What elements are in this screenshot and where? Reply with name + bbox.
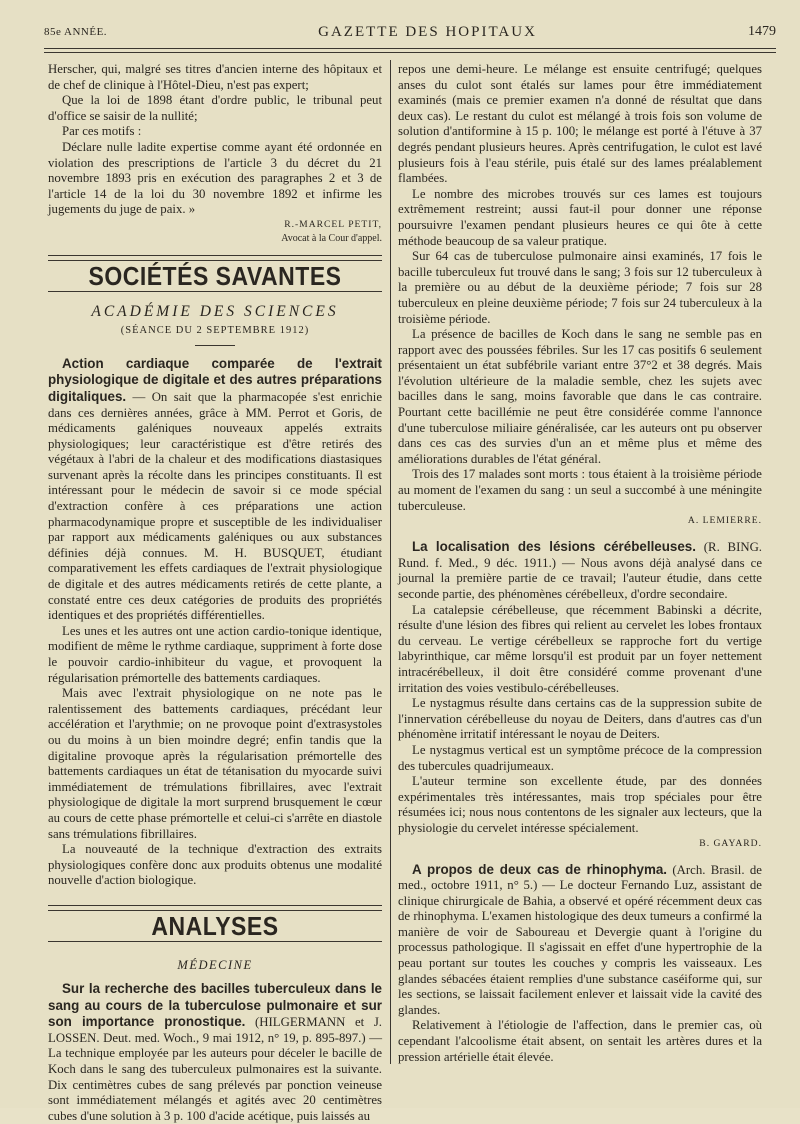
- header-year: 85e ANNÉE.: [44, 26, 108, 38]
- paragraph: Par ces motifs :: [62, 124, 142, 139]
- medecine-heading: MÉDECINE: [177, 957, 253, 972]
- paragraph: Déclare nulle ladite expertise comme ayant été ordonnée en violation des prescriptions de l'article 3 du décret du 21 novembre 1893 pris en exécution des paragraphes 2 et 3 de l'article 14 de la loi du 30 novembre 1892 et infirme les jugements du juge de paix. »: [48, 139, 382, 217]
- paragraph: Les unes et les autres ont une action cardio-tonique identique, modifient de même le rythme cardiaque, suppriment à forte dose le pouvoir cardio-inhibiteur du vague, et provoquent la régularisation prémortelle des battements cardiaques.: [48, 623, 382, 685]
- left-column: [48, 62, 382, 1124]
- paragraph: Mais avec l'extrait physiologique on ne note pas le ralentissement des battements cardiaques, précédant leur accélération et l'arythmie; on ne provoque point d'extrasystoles ou du moins à un bien moindre degré; enfin tandis que la digitaline provoque après la régularisation prémortelle des battements cardiaques un état de tétanisation du myocarde suivi immédiatement de trémulations fibrillaires, avec l'extrait physiologique de digitale la mort surprend brusquement le cœur au cours de cette phase prémortelle et celui-ci s'arrête en diastole sans trémulations fibrillaires.: [48, 686, 382, 841]
- header-title: GAZETTE DES HOPITAUX: [318, 23, 537, 40]
- right-column: [398, 62, 762, 1065]
- running-header: [44, 18, 776, 46]
- article-title: Action cardiaque comparée de l'extrait physiologique de digitale et des autres préparations digitaliques.: [48, 355, 382, 404]
- paragraph: repos une demi-heure. Le mélange est ensuite centrifugé; quelques anses du culot sont étalés sur lames pour être immédiatement examinés (mais ce premier examen n'a donné de résultat que dans deux cas). Le restant du culot est mélangé à trois fois son volume de solution d'antiformine à 15 p. 100; le mélange est porté à l'étuve à 37 degrés pendant plusieurs heures. Après centrifugation, le culot est lavé plusieurs fois à l'eau stérile, puis étalé sur des lames préalablement flambées.: [398, 62, 762, 186]
- section-underline: [48, 291, 382, 292]
- paragraph: L'auteur termine son excellente étude, par des données expérimentales très intéressantes, mais trop spéciales pour être résumées ici; nous nous contentons de les signaler aux lecteurs, que la physiologie du cervelet intéresse spécialement.: [398, 774, 762, 835]
- seance-date: (SÉANCE DU 2 SEPTEMBRE 1912): [120, 325, 310, 337]
- article-title: La localisation des lésions cérébelleuses.: [412, 539, 696, 555]
- paragraph: Que la loi de 1898 étant d'ordre public, le tribunal peut d'office se saisir de la nullité;: [48, 93, 382, 123]
- section-rule: [48, 255, 382, 261]
- paragraph: (R. BING. Rund. f. Med., 9 déc. 1911.) — Nous avons déjà analysé dans ce journal la première partie de ce travail; l'auteur étudie, dans cette seconde partie, des phénomènes cérébelleux, d'ordre secondaire.: [398, 540, 763, 601]
- article-title: Sur la recherche des bacilles tuberculeux dans le sang au cours de la tuberculose pulmonaire et sur son importance pronostique.: [48, 981, 382, 1030]
- paragraph: (HILGERMANN et J. LOSSEN. Deut. med. Woch., 9 mai 1912, n° 19, p. 895-897.) — La technique employée par les auteurs pour déceler le bacille de Koch dans le sang des tuberculeux pulmonaires est la suivante. Dix centimètres cubes de sang prélevés par ponction veineuse sont immédiatement mélangés et agités avec 20 centimètres cubes d'une solution à 3 p. 100 d'acide acétique, puis laissés au: [48, 1015, 382, 1123]
- section-title-societes: SOCIÉTÉS SAVANTES: [88, 261, 342, 291]
- paragraph: Le nystagmus vertical est un symptôme précoce de la compression des tubercules quadrijumeaux.: [398, 742, 762, 773]
- signature: A. LEMIERRE.: [687, 515, 762, 527]
- article-title: A propos de deux cas de rhinophyma.: [412, 861, 668, 877]
- paragraph: Sur 64 cas de tuberculose pulmonaire ainsi examinés, 17 fois le bacille tuberculeux fut trouvé dans le sang; 3 fois sur 12 tuberculeux à la première ou au début de la deuxième période; 7 fois sur 28 tuberculeux en pleine deuxième période; 7 fois sur 24 tuberculeux à la troisième période.: [398, 249, 762, 326]
- section-rule: [48, 905, 382, 911]
- signature-name: R.-MARCEL PETIT,: [284, 218, 382, 230]
- section-title-analyses: ANALYSES: [151, 911, 279, 941]
- paragraph: Relativement à l'étiologie de l'affection, dans le premier cas, où cependant l'alcoolisme était absent, on sentait les artères dures et la pression artérielle était élevée.: [398, 1018, 762, 1064]
- section-underline: [48, 941, 382, 942]
- paragraph: Herscher, qui, malgré ses titres d'ancien interne des hôpitaux et de chef de clinique à l'Hôtel-Dieu, n'est pas expert;: [48, 62, 382, 92]
- paragraph: — On sait que la pharmacopée s'est enrichie dans ces dernières années, grâce à MM. Perrot et Goris, de médicaments galéniques nouveaux appelés extraits physiologiques; leur caractéristique est d'être retirés des végétaux à l'abri de la chaleur et des modifications diastasiques survenant après la récolte dans les principes constituants. Il est intéressant pour le médecin de savoir si ce mode spécial d'extraction confère à ces préparations une action pharmacodynamique propre et susceptible de les individualiser par rapport aux médicaments galéniques ou aux substances définies déjà connues. M. H. BUSQUET, étudiant comparativement les effets cardiaques de l'extrait physiologique de digitale et des autres médicaments retirés de cette plante, a constaté entre ces deux catégories de produits des propriétés identiques et des propriétés différentielles.: [48, 389, 383, 623]
- paragraph: Le nystagmus résulte dans certains cas de la suppression subite de l'innervation cérébelleuse du noyau de Deiters, dans d'autres cas d'un phénomène irritatif intéressant le noyau de Deiters.: [398, 696, 762, 742]
- column-divider: [390, 60, 391, 1064]
- signature-role: Avocat à la Cour d'appel.: [281, 232, 382, 244]
- signature: B. GAYARD.: [699, 837, 762, 849]
- paragraph: La catalepsie cérébelleuse, que récemment Babinski a décrite, résulte d'une lésion des fibres qui relient au cervelet les lobes frontaux du cerveau. Le vertige cérébelleux se rapproche fort du vertige labyrinthique, car même lorsqu'il est produit par un foyer nettement intracérébelleux, il doit être considéré comme provenant d'une irritation des voies vestibulo-cérébelleuses.: [398, 602, 762, 695]
- paragraph: La nouveauté de la technique d'extraction des extraits physiologiques confère donc aux produits obtenus une modalité nouvelle d'action biologique.: [48, 842, 382, 888]
- header-page-number: 1479: [747, 24, 776, 39]
- paragraph: La présence de bacilles de Koch dans le sang ne semble pas en rapport avec des poussées fébriles. Sur les 17 cas positifs 6 seulement présentaient un état subfébrile variant entre 37°2 et 38 degrés. Mais l'évolution ultérieure de la maladie semble, chez les sujets avec bacilles dans le sang, moins favorable que dans le cas contraire. Pourtant cette bacillémie ne peut être considérée comme l'annonce d'une tuberculose miliaire généralisée, car les auteurs ont pu observer dans ces cas des survies d'un an et même plus et même des améliorations durables de l'état général.: [398, 327, 762, 466]
- header-rule-bottom: [44, 52, 776, 53]
- header-rule-top: [44, 48, 776, 49]
- paragraph: Trois des 17 malades sont morts : tous étaient à la troisième période au moment de l'examen du sang : un seul a succombé à une méningite tuberculeuse.: [398, 467, 762, 513]
- paragraph: (Arch. Brasil. de med., octobre 1911, n° 5.) — Le docteur Fernando Luz, assistant de clinique chirurgicale de Bahia, a observé et opéré récemment deux cas de rhinophyma. L'examen histologique des deux tumeurs a confirmé la manière de voir de Saboureau et Devergie quant à l'origine du processus pathologique. Il s'agissait en effet d'une hypertrophie de la peau portant sur toutes les couches y compris les vaisseaux. Les glandes sébacées étaient remplies d'une substance caséiforme qui, sur les sections, se laissait facilement enlever et laissait vide la cavité des glandes.: [398, 862, 762, 1017]
- paragraph: Le nombre des microbes trouvés sur ces lames est toujours extrêmement restreint; aussi faut-il pour donner une réponse poursuivre l'examen pendant plusieurs heures ce qui ôte à cette méthode beaucoup de sa valeur pratique.: [398, 186, 762, 248]
- short-rule: [195, 345, 235, 346]
- academy-heading: ACADÉMIE DES SCIENCES: [91, 302, 339, 320]
